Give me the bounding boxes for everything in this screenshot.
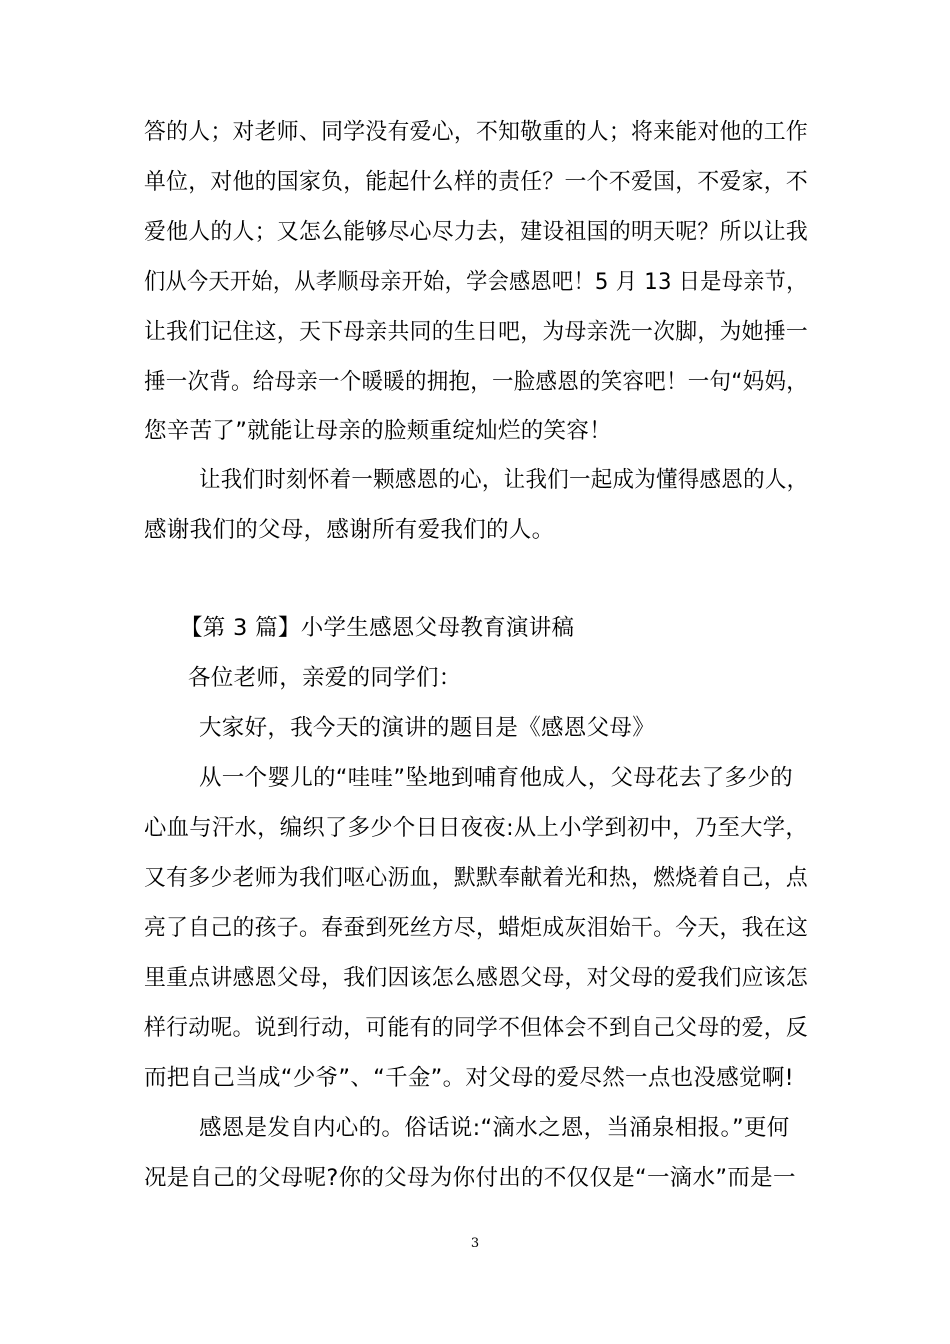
speech-title-line: 大家好，我今天的演讲的题目是《感恩父母》 <box>199 715 656 741</box>
speech-line-1: 从一个婴儿的“哇哇”坠地到哺育他成人，父母花去了多少的 <box>199 765 793 791</box>
speech-line-9: 况是自己的父母呢?你的父母为你付出的不仅仅是“一滴水”而是一 <box>144 1165 796 1191</box>
body-line-1: 答的人；对老师、同学没有爱心，不知敬重的人；将来能对他的工作 <box>144 119 809 145</box>
body-line-2: 单位，对他的国家负，能起什么样的责任？一个不爱国，不爱家，不 <box>144 169 809 195</box>
speech-line-5: 里重点讲感恩父母，我们因该怎么感恩父母，对父母的爱我们应该怎 <box>144 965 809 991</box>
salutation: 各位老师，亲爱的同学们： <box>188 665 462 691</box>
paragraph-line-1: 让我们时刻怀着一颗感恩的心，让我们一起成为懂得感恩的人， <box>199 467 809 493</box>
speech-line-7: 而把自己当成“少爷”、“千金”。对父母的爱尽然一点也没感觉啊! <box>144 1065 794 1091</box>
body-line-7: 您辛苦了”就能让母亲的脸颊重绽灿烂的笑容！ <box>144 418 612 444</box>
body-line-4: 们从今天开始，从孝顺母亲开始，学会感恩吧！5 月 13 日是母亲节， <box>144 269 808 295</box>
page-number: 3 <box>470 1236 480 1251</box>
body-line-6: 捶一次背。给母亲一个暖暖的拥抱，一脸感恩的笑容吧！一句“妈妈， <box>144 369 808 395</box>
speech-line-2: 心血与汗水，编织了多少个日日夜夜:从上小学到初中，乃至大学， <box>144 815 809 841</box>
speech-line-8: 感恩是发自内心的。俗话说:“滴水之恩，当涌泉相报。”更何 <box>199 1115 790 1141</box>
body-line-5: 让我们记住这，天下母亲共同的生日吧，为母亲洗一次脚，为她捶一 <box>144 319 809 345</box>
speech-line-6: 样行动呢。说到行动，可能有的同学不但体会不到自己父母的爱，反 <box>144 1015 809 1041</box>
section-heading: 【第 3 篇】小学生感恩父母教育演讲稿 <box>180 615 575 641</box>
speech-line-4: 亮了自己的孩子。春蚕到死丝方尽，蜡炬成灰泪始干。今天，我在这 <box>144 915 809 941</box>
speech-line-3: 又有多少老师为我们呕心沥血，默默奉献着光和热，燃烧着自己，点 <box>144 865 809 891</box>
paragraph-line-2: 感谢我们的父母，感谢所有爱我们的人。 <box>144 517 555 543</box>
body-line-3: 爱他人的人；又怎么能够尽心尽力去，建设祖国的明天呢？所以让我 <box>144 219 809 245</box>
